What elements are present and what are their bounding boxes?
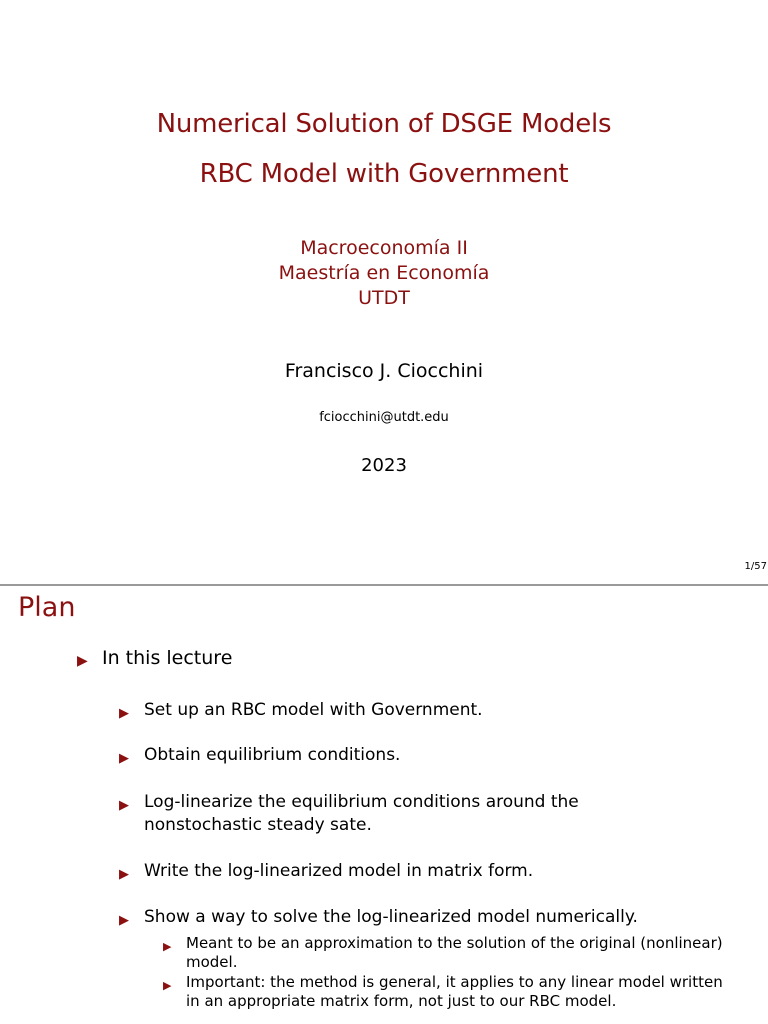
frame-title: Plan: [18, 592, 76, 623]
list-item: [119, 906, 699, 929]
institute-program: Maestría en Economía: [278, 262, 490, 284]
list-item: [119, 791, 699, 837]
presentation-subtitle: RBC Model with Government: [199, 159, 569, 189]
institute-course: Macroeconomía II: [300, 237, 468, 259]
list-item: [77, 646, 232, 670]
author-name: Francisco J. Ciocchini: [284, 360, 484, 382]
triangle-bullet-icon: ▶: [119, 913, 129, 928]
list-item-text: Write the log-linearized model in matrix form.: [144, 861, 534, 881]
list-item-text: In this lecture: [102, 647, 233, 669]
list-item: [119, 699, 699, 722]
institute-university: UTDT: [358, 287, 410, 309]
list-item: [119, 744, 699, 767]
triangle-bullet-icon: ▶: [119, 751, 129, 766]
triangle-bullet-icon: ▶: [119, 706, 129, 721]
triangle-bullet-icon: ▶: [163, 940, 172, 953]
list-item-text: Meant to be an approximation to the solution of the original (nonlinear) model.: [186, 934, 723, 971]
list-item-text: Obtain equilibrium conditions.: [144, 745, 401, 765]
list-item-text: Set up an RBC model with Government.: [144, 700, 483, 720]
triangle-bullet-icon: ▶: [119, 867, 129, 882]
presentation-date: 2023: [361, 455, 407, 476]
list-item: [163, 973, 723, 1011]
page-number: 1/57: [744, 561, 767, 572]
author-email: fciocchini@utdt.edu: [319, 410, 449, 425]
list-item-text: Show a way to solve the log-linearized model numerically.: [144, 907, 638, 927]
presentation-title: Numerical Solution of DSGE Models: [156, 109, 612, 139]
triangle-bullet-icon: ▶: [163, 979, 172, 992]
list-item: [163, 934, 723, 972]
list-item-text: Important: the method is general, it applies to any linear model written in an appropriate matrix form, not just to our RBC model.: [186, 973, 723, 1010]
triangle-bullet-icon: ▶: [119, 798, 129, 813]
list-item-text: Log-linearize the equilibrium conditions around the nonstochastic steady sate.: [144, 792, 579, 835]
list-item: [119, 860, 699, 883]
triangle-bullet-icon: ▶: [77, 653, 88, 669]
plan-slide: [0, 586, 768, 1024]
